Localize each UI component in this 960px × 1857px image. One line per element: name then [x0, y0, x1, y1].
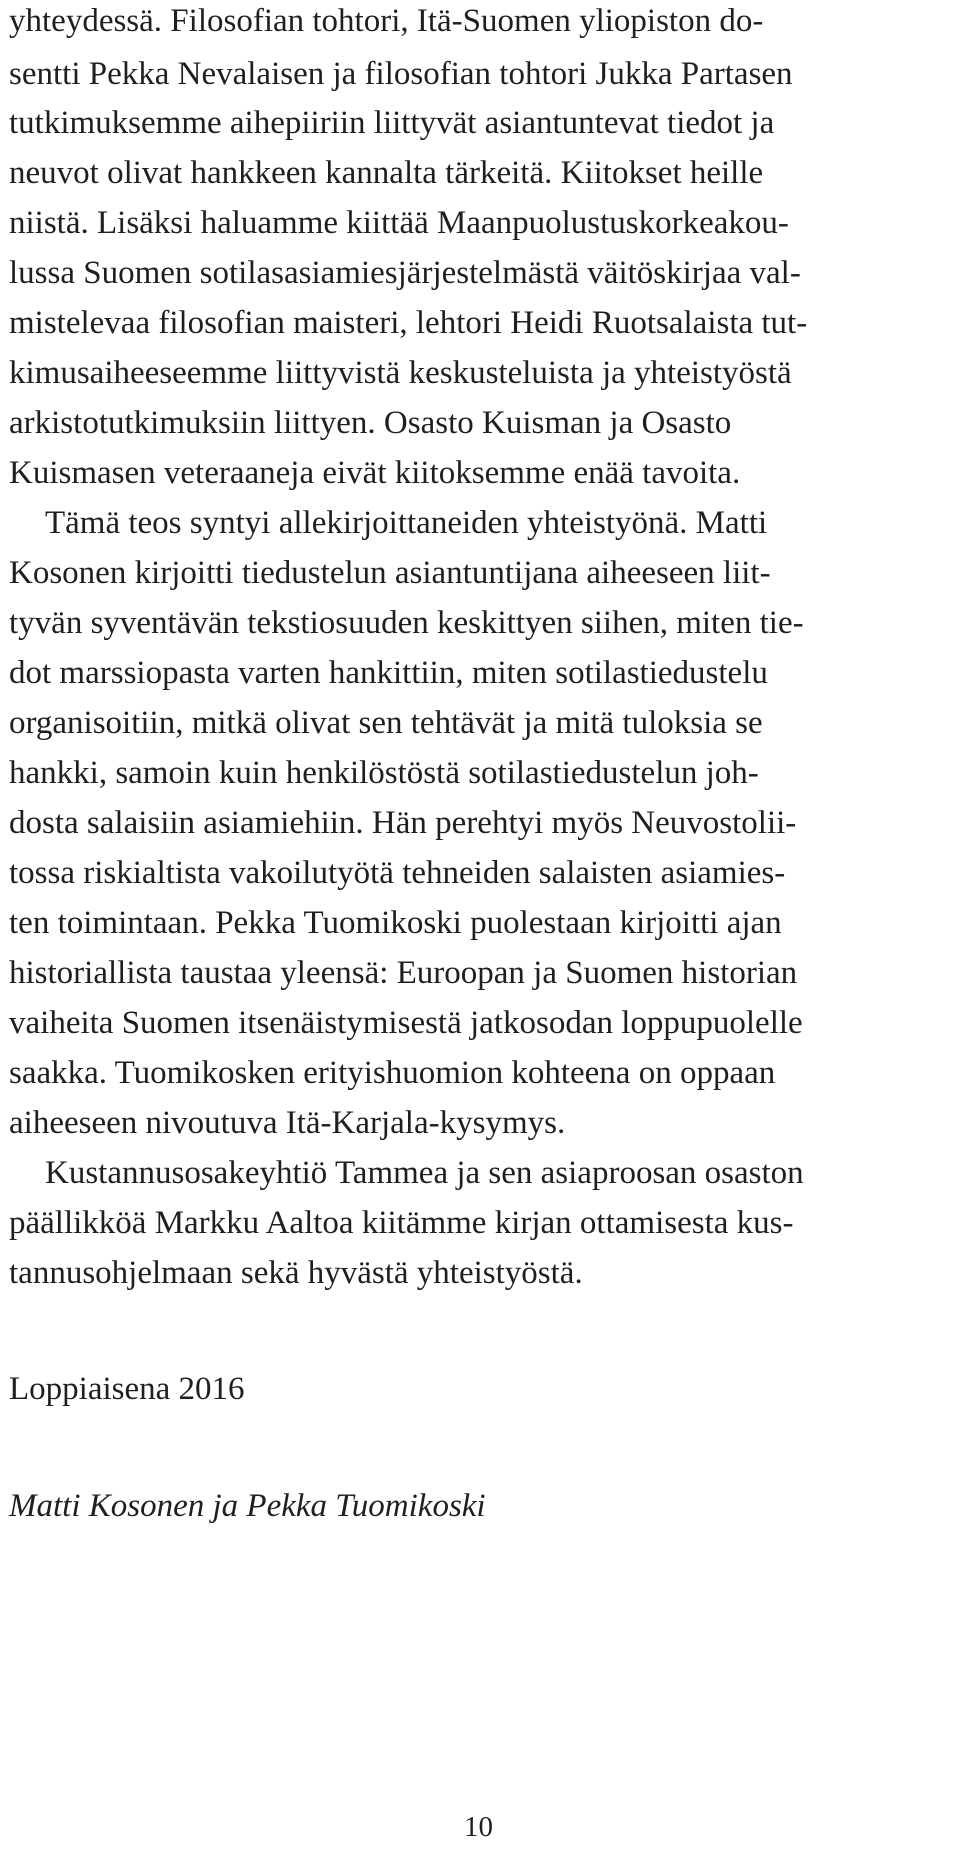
text-line: saakka. Tuomikosken erityishuomion kohteena on oppaan	[9, 1055, 776, 1091]
text-line: Tämä teos syntyi allekirjoittaneiden yhteistyönä. Matti	[45, 505, 768, 541]
text-line: tutkimuksemme aihepiiriin liittyvät asiantuntevat tiedot ja	[9, 105, 775, 141]
text-line: historiallista taustaa yleensä: Euroopan ja Suomen historian	[9, 955, 798, 991]
author-signature: Matti Kosonen ja Pekka Tuomikoski	[9, 1488, 486, 1524]
text-line: vaiheita Suomen itsenäistymisestä jatkosodan loppupuolelle	[9, 1005, 803, 1041]
text-line: neuvot olivat hankkeen kannalta tärkeitä. Kiitokset heille	[9, 155, 764, 191]
text-line: Kustannusosakeyhtiö Tammea ja sen asiaproosan osaston	[45, 1155, 804, 1191]
text-line: organisoitiin, mitkä olivat sen tehtävät ja mitä tuloksia se	[9, 705, 763, 741]
text-line: lussa Suomen sotilasasiamiesjärjestelmästä väitöskirjaa val-	[9, 255, 801, 291]
text-line: tossa riskialtista vakoilutyötä tehneiden salaisten asiamies-	[9, 855, 786, 891]
place-date: Loppiaisena 2016	[9, 1371, 245, 1407]
text-line: tannusohjelmaan sekä hyvästä yhteistyöstä.	[9, 1255, 583, 1291]
page-number: 10	[464, 1811, 493, 1843]
text-line: dot marssiopasta varten hankittiin, miten sotilastiedustelu	[9, 655, 768, 691]
text-line: kimusaiheeseemme liittyvistä keskusteluista ja yhteistyöstä	[9, 355, 792, 391]
text-line: tyvän syventävän tekstiosuuden keskittyen siihen, miten tie-	[9, 605, 804, 641]
text-line: päällikköä Markku Aaltoa kiitämme kirjan ottamisesta kus-	[9, 1205, 794, 1241]
text-line: Kosonen kirjoitti tiedustelun asiantuntijana aiheeseen liit-	[9, 555, 771, 591]
text-line: arkistotutkimuksiin liittyen. Osasto Kuisman ja Osasto	[9, 405, 732, 441]
text-line: hankki, samoin kuin henkilöstöstä sotilastiedustelun joh-	[9, 755, 759, 791]
text-line: sentti Pekka Nevalaisen ja filosofian tohtori Jukka Partasen	[9, 56, 793, 92]
text-line: yhteydessä. Filosofian tohtori, Itä-Suomen yliopiston do-	[9, 3, 764, 39]
text-line: dosta salaisiin asiamiehiin. Hän perehtyi myös Neuvostolii-	[9, 805, 797, 841]
text-line: Kuismasen veteraaneja eivät kiitoksemme enää tavoita.	[9, 455, 741, 491]
text-line: niistä. Lisäksi haluamme kiittää Maanpuolustuskorkeakou-	[9, 205, 789, 241]
text-line: ten toimintaan. Pekka Tuomikoski puolestaan kirjoitti ajan	[9, 905, 782, 941]
text-line: aiheeseen nivoutuva Itä-Karjala-kysymys.	[9, 1105, 566, 1141]
text-line: mistelevaa filosofian maisteri, lehtori Heidi Ruotsalaista tut-	[9, 305, 808, 341]
